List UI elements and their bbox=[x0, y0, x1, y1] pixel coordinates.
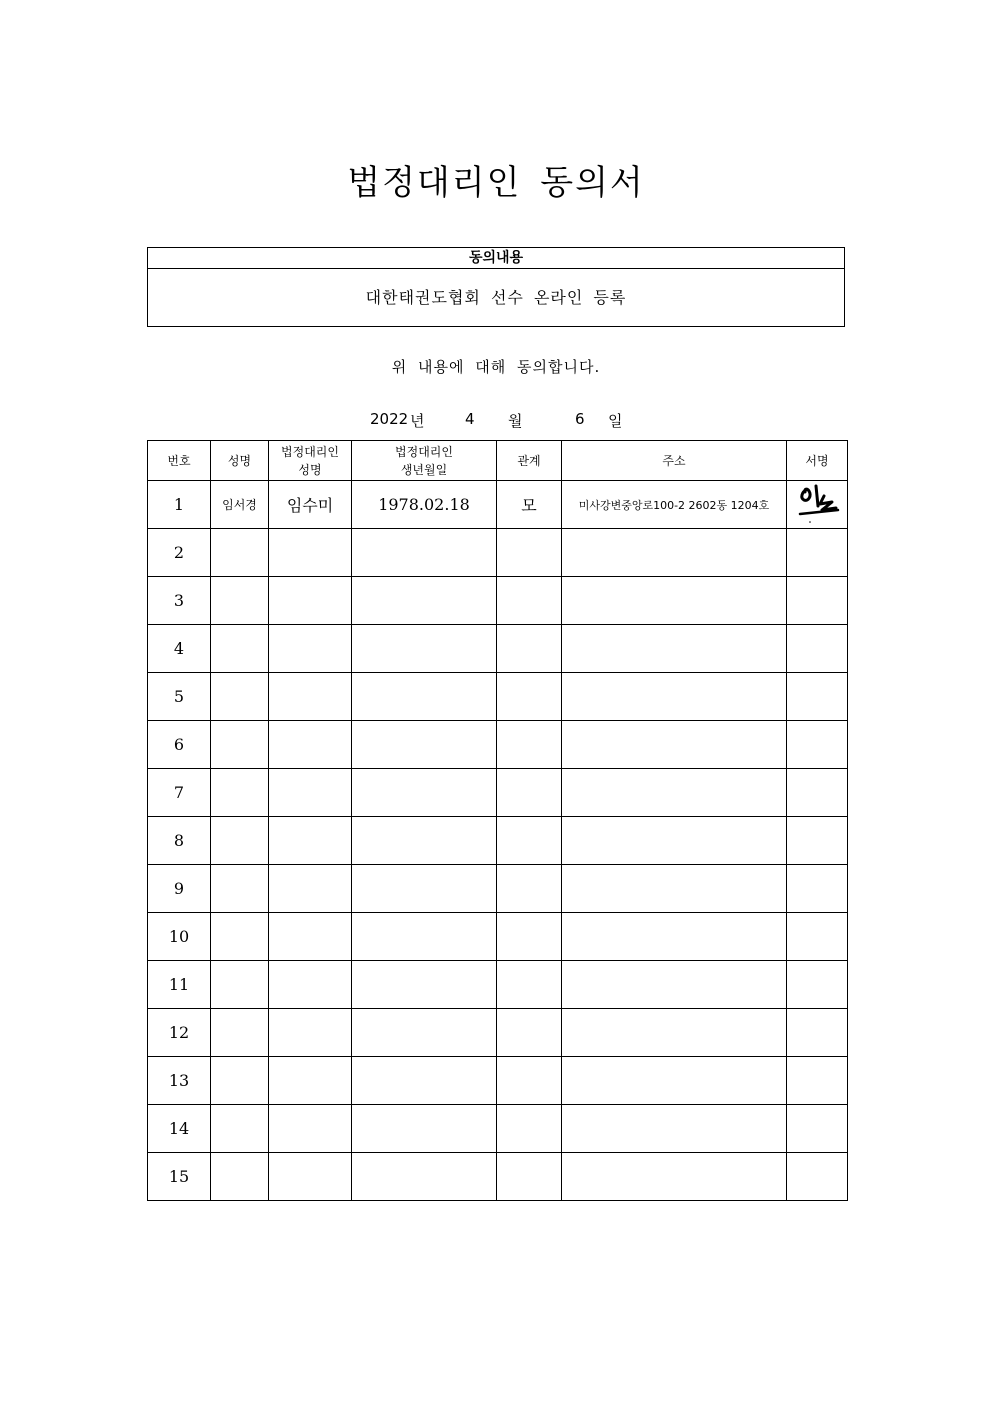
row-name bbox=[211, 865, 269, 913]
row-guardian-birth bbox=[352, 769, 497, 817]
row-number: 5 bbox=[148, 673, 211, 721]
row-address bbox=[562, 529, 787, 577]
row-name bbox=[211, 673, 269, 721]
header-signature: 서명 bbox=[787, 441, 848, 481]
header-guardian-name-line2: 성명 bbox=[298, 462, 322, 477]
row-relation bbox=[497, 769, 562, 817]
table-row bbox=[148, 817, 848, 865]
row-guardian-birth bbox=[352, 913, 497, 961]
row-number: 12 bbox=[148, 1009, 211, 1057]
row-name bbox=[211, 961, 269, 1009]
registration-table bbox=[147, 440, 848, 1201]
row-signature bbox=[787, 673, 848, 721]
table-row bbox=[148, 721, 848, 769]
row-name bbox=[211, 721, 269, 769]
table-row bbox=[148, 1057, 848, 1105]
row-number: 6 bbox=[148, 721, 211, 769]
row-signature bbox=[787, 913, 848, 961]
row-signature bbox=[787, 1153, 848, 1201]
consent-content: 대한태권도협회 선수 온라인 등록 bbox=[365, 288, 627, 307]
row-name bbox=[211, 577, 269, 625]
row-relation bbox=[497, 961, 562, 1009]
consent-header: 동의내용 bbox=[148, 248, 844, 269]
row-guardian-birth bbox=[352, 817, 497, 865]
table-row bbox=[148, 961, 848, 1009]
row-guardian-name bbox=[269, 529, 352, 577]
table-row bbox=[148, 865, 848, 913]
row-number: 10 bbox=[148, 913, 211, 961]
row-relation: 모 bbox=[497, 481, 562, 529]
row-guardian-birth: 1978.02.18 bbox=[352, 481, 497, 529]
row-address bbox=[562, 769, 787, 817]
row-number: 7 bbox=[148, 769, 211, 817]
table-header-row bbox=[148, 441, 848, 481]
row-guardian-name bbox=[269, 1057, 352, 1105]
row-address bbox=[562, 625, 787, 673]
row-address: 미사강변중앙로100-2 2602동 1204호 bbox=[562, 481, 787, 529]
date-month: 4 bbox=[465, 410, 475, 428]
row-relation bbox=[497, 1057, 562, 1105]
row-name bbox=[211, 1105, 269, 1153]
table-row bbox=[148, 1009, 848, 1057]
row-signature bbox=[787, 1009, 848, 1057]
row-relation bbox=[497, 721, 562, 769]
row-number: 15 bbox=[148, 1153, 211, 1201]
row-address bbox=[562, 721, 787, 769]
row-guardian-name bbox=[269, 769, 352, 817]
row-guardian-name bbox=[269, 1153, 352, 1201]
header-relation: 관계 bbox=[497, 441, 562, 481]
row-name: 임서경 bbox=[211, 481, 269, 529]
row-guardian-name bbox=[269, 1009, 352, 1057]
row-signature bbox=[787, 769, 848, 817]
row-guardian-birth bbox=[352, 1105, 497, 1153]
row-signature bbox=[787, 865, 848, 913]
date-month-unit: 월 bbox=[508, 412, 523, 430]
row-number: 9 bbox=[148, 865, 211, 913]
row-name bbox=[211, 529, 269, 577]
row-relation bbox=[497, 529, 562, 577]
row-signature bbox=[787, 529, 848, 577]
table-row bbox=[148, 769, 848, 817]
row-name bbox=[211, 817, 269, 865]
header-number: 번호 bbox=[148, 441, 211, 481]
row-guardian-birth bbox=[352, 625, 497, 673]
header-guardian-birth-line1: 법정대리인 bbox=[395, 444, 453, 459]
row-signature bbox=[787, 481, 848, 529]
row-signature bbox=[787, 1105, 848, 1153]
row-address bbox=[562, 961, 787, 1009]
row-number: 8 bbox=[148, 817, 211, 865]
row-relation bbox=[497, 625, 562, 673]
date-year-unit: 년 bbox=[410, 412, 425, 430]
row-address bbox=[562, 865, 787, 913]
table-row bbox=[148, 1105, 848, 1153]
row-signature bbox=[787, 721, 848, 769]
row-address bbox=[562, 1153, 787, 1201]
row-guardian-birth bbox=[352, 1057, 497, 1105]
row-address bbox=[562, 1057, 787, 1105]
header-name: 성명 bbox=[211, 441, 269, 481]
row-relation bbox=[497, 577, 562, 625]
header-guardian-birth bbox=[352, 441, 497, 481]
row-guardian-name bbox=[269, 625, 352, 673]
row-guardian-name bbox=[269, 817, 352, 865]
row-name bbox=[211, 769, 269, 817]
row-relation bbox=[497, 673, 562, 721]
document-title: 법정대리인 동의서 bbox=[347, 163, 645, 203]
row-relation bbox=[497, 1105, 562, 1153]
row-guardian-name bbox=[269, 865, 352, 913]
row-guardian-birth bbox=[352, 961, 497, 1009]
row-guardian-name bbox=[269, 673, 352, 721]
header-guardian-birth-line2: 생년월일 bbox=[400, 462, 448, 477]
row-address bbox=[562, 913, 787, 961]
header-guardian-name bbox=[269, 441, 352, 481]
row-guardian-birth bbox=[352, 721, 497, 769]
row-name bbox=[211, 1009, 269, 1057]
row-guardian-birth bbox=[352, 577, 497, 625]
row-guardian-birth bbox=[352, 1153, 497, 1201]
row-signature bbox=[787, 577, 848, 625]
agreement-statement: 위 내용에 대해 동의합니다. bbox=[391, 358, 601, 376]
table-row bbox=[148, 577, 848, 625]
row-address bbox=[562, 1009, 787, 1057]
row-guardian-birth bbox=[352, 1009, 497, 1057]
row-guardian-name bbox=[269, 1105, 352, 1153]
row-number: 13 bbox=[148, 1057, 211, 1105]
row-guardian-name bbox=[269, 721, 352, 769]
row-signature bbox=[787, 961, 848, 1009]
row-relation bbox=[497, 1153, 562, 1201]
header-address: 주소 bbox=[562, 441, 787, 481]
row-address bbox=[562, 673, 787, 721]
row-name bbox=[211, 913, 269, 961]
row-relation bbox=[497, 1009, 562, 1057]
row-signature bbox=[787, 1057, 848, 1105]
row-relation bbox=[497, 817, 562, 865]
consent-box bbox=[147, 247, 845, 327]
table-row bbox=[148, 529, 848, 577]
row-guardian-birth bbox=[352, 529, 497, 577]
table-row bbox=[148, 913, 848, 961]
row-number: 11 bbox=[148, 961, 211, 1009]
table-row bbox=[148, 625, 848, 673]
date-year: 2022 bbox=[370, 410, 409, 428]
header-guardian-name-line1: 법정대리인 bbox=[281, 444, 339, 459]
row-relation bbox=[497, 913, 562, 961]
row-guardian-name: 임수미 bbox=[269, 481, 352, 529]
row-guardian-birth bbox=[352, 865, 497, 913]
row-name bbox=[211, 1153, 269, 1201]
row-guardian-birth bbox=[352, 673, 497, 721]
row-name bbox=[211, 625, 269, 673]
row-name bbox=[211, 1057, 269, 1105]
row-signature bbox=[787, 625, 848, 673]
row-relation bbox=[497, 865, 562, 913]
row-signature bbox=[787, 817, 848, 865]
signature-image bbox=[792, 482, 842, 528]
row-number: 4 bbox=[148, 625, 211, 673]
row-number: 3 bbox=[148, 577, 211, 625]
row-guardian-name bbox=[269, 913, 352, 961]
row-address bbox=[562, 817, 787, 865]
row-number: 2 bbox=[148, 529, 211, 577]
row-number: 1 bbox=[148, 481, 211, 529]
row-address bbox=[562, 577, 787, 625]
table-row bbox=[148, 481, 848, 529]
date-day: 6 bbox=[575, 410, 585, 428]
row-address bbox=[562, 1105, 787, 1153]
date-day-unit: 일 bbox=[608, 412, 623, 430]
row-guardian-name bbox=[269, 577, 352, 625]
table-row bbox=[148, 1153, 848, 1201]
row-guardian-name bbox=[269, 961, 352, 1009]
table-row bbox=[148, 673, 848, 721]
row-number: 14 bbox=[148, 1105, 211, 1153]
